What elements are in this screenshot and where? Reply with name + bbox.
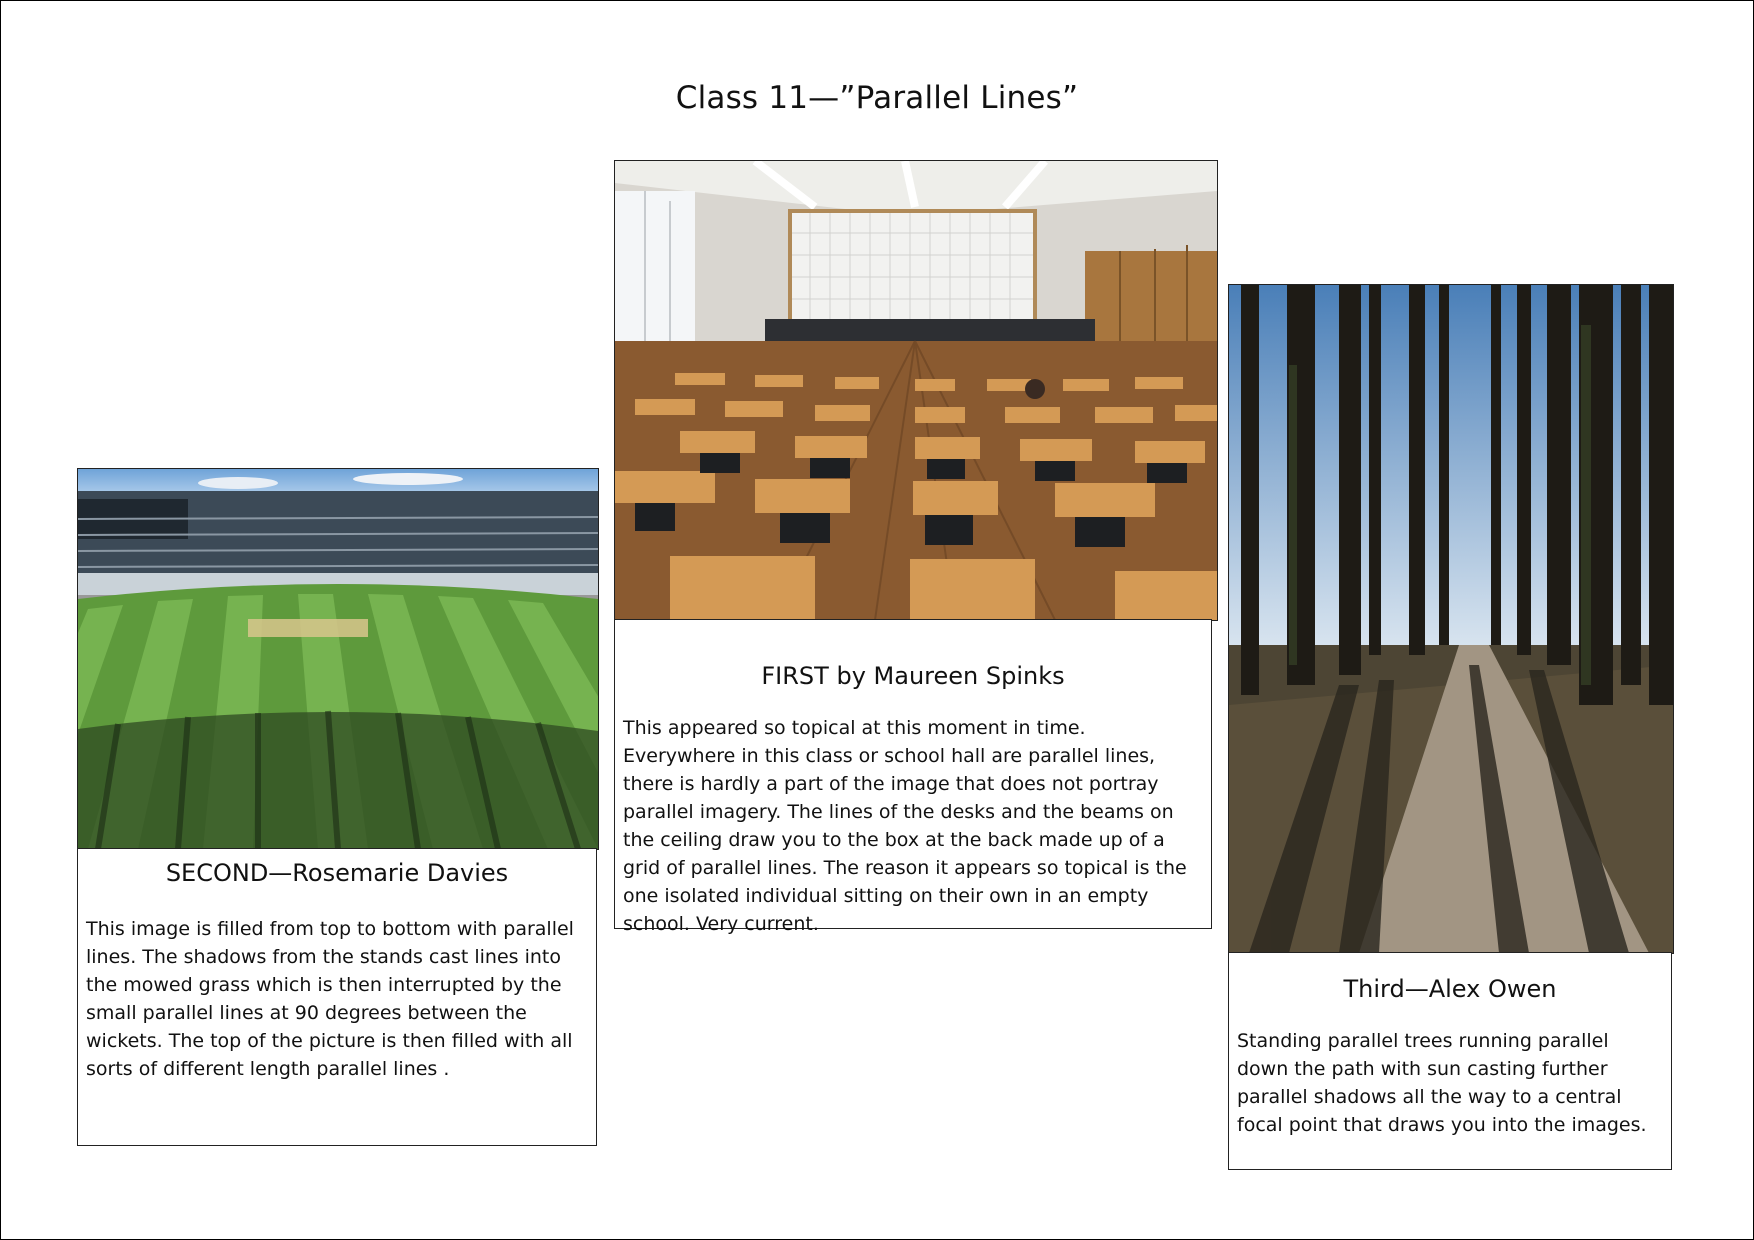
- third-place-description: Standing parallel trees running parallel down the path with sun casting further parallel shadows all the way to a central focal point that draws you into the images.: [1237, 1030, 1647, 1136]
- page-title: Class 11—”Parallel Lines”: [675, 80, 1079, 116]
- first-place-heading: FIRST by Maureen Spinks: [761, 662, 1065, 690]
- second-place-caption: [77, 848, 597, 1146]
- first-place-caption: [614, 619, 1212, 935]
- second-place-heading: SECOND—Rosemarie Davies: [165, 859, 509, 887]
- cricket-stadium-photo: [77, 468, 599, 850]
- second-place-description: This image is filled from top to bottom with parallel lines. The shadows from the stands cast lines into the mowed grass which is then interrupted by the small parallel lines at 90 degrees between the wickets. The top of the picture is then filled with all sorts of different length parallel lines .: [86, 918, 574, 1080]
- forest-path-photo: [1228, 284, 1674, 954]
- third-place-heading: Third—Alex Owen: [1343, 975, 1557, 1003]
- first-place-description: This appeared so topical at this moment in time. Everywhere in this class or school hall are parallel lines, there is hardly a part of the image that does not portray parallel imagery. The lines of the desks and the beams on the ceiling draw you to the box at the back made up of a grid of parallel lines. The reason it appears so topical is the one isolated individual sitting on their own in an empty school. Very current.: [623, 717, 1187, 935]
- school-hall-desks-photo: [614, 160, 1218, 621]
- third-place-caption: [1228, 952, 1672, 1170]
